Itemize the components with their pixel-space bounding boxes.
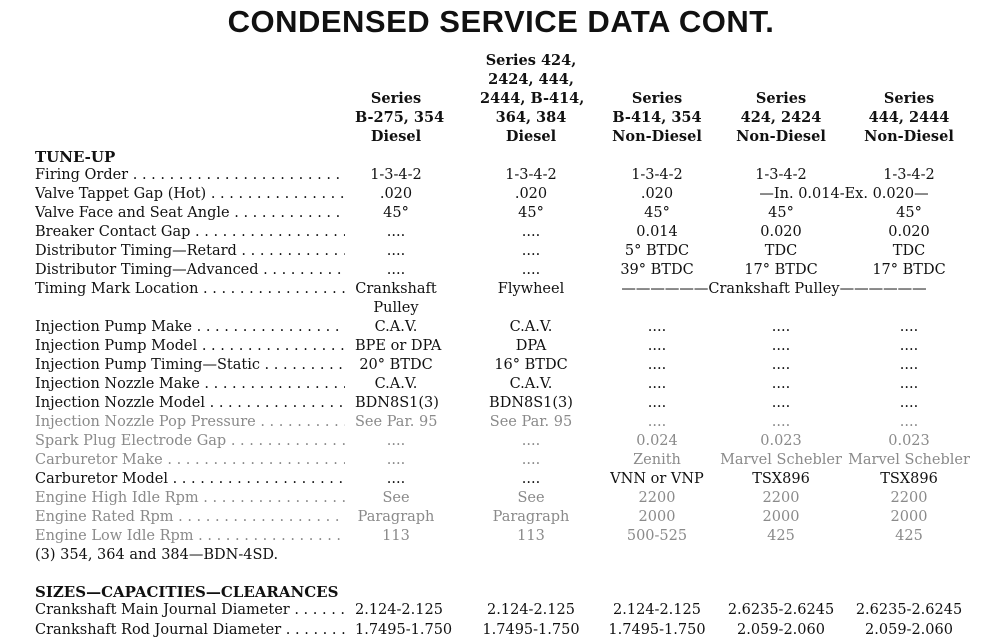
table-cell: .... <box>771 338 791 354</box>
table-row <box>0 243 1002 262</box>
table-cell: .... <box>771 357 791 373</box>
table-cell: TSX896 <box>880 471 938 487</box>
table-row <box>0 509 1002 528</box>
table-cell: .... <box>521 262 541 278</box>
table-cell: .... <box>521 433 541 449</box>
column-header-line: Series <box>370 90 422 107</box>
table-cell: 2.059-2.060 <box>865 622 953 638</box>
table-cell: 1.7495-1.750 <box>355 622 453 638</box>
table-cell: TDC <box>892 243 926 259</box>
table-cell: TSX896 <box>752 471 810 487</box>
table-cell: Marvel Schebler <box>720 452 842 468</box>
column-header-line: Series 424, <box>485 52 577 69</box>
table-cell: 45° <box>644 205 670 221</box>
table-cell: BDN8S1(3) <box>489 395 573 411</box>
row-label: Injection Nozzle Make . . . <box>35 376 345 392</box>
table-cell: 2200 <box>638 490 676 506</box>
table-row <box>0 452 1002 471</box>
table-cell: .... <box>386 433 406 449</box>
table-cell: 2200 <box>890 490 928 506</box>
table-row <box>0 338 1002 357</box>
table-cell: .... <box>386 471 406 487</box>
table-cell: 2200 <box>762 490 800 506</box>
table-cell: .... <box>647 395 667 411</box>
table-cell: 5° BTDC <box>624 243 690 259</box>
table-cell: 1-3-4-2 <box>505 167 557 183</box>
column-header-line: Series <box>631 90 683 107</box>
table-cell: .... <box>771 395 791 411</box>
table-cell-span: ——————Crankshaft Pulley—————— <box>621 281 927 297</box>
section-heading-tuneup: TUNE-UP <box>35 148 116 166</box>
table-row <box>0 528 1002 547</box>
table-cell: .... <box>521 452 541 468</box>
table-cell: .020 <box>514 186 548 202</box>
row-label: Injection Pump Timing—Static . . . <box>35 357 345 373</box>
table-cell: 45° <box>768 205 794 221</box>
table-cell: 0.020 <box>888 224 930 240</box>
table-cell: 45° <box>896 205 922 221</box>
row-label: Carburetor Model . . . <box>35 471 345 487</box>
row-label: Injection Pump Make . . . <box>35 319 345 335</box>
footnote: (3) 354, 364 and 384—BDN-4SD. <box>35 547 279 563</box>
table-cell: .... <box>899 414 919 430</box>
table-cell: .... <box>647 319 667 335</box>
table-row <box>0 376 1002 395</box>
table-cell: 45° <box>383 205 409 221</box>
table-cell: Paragraph <box>357 509 435 525</box>
table-cell: 2.124-2.125 <box>355 602 443 618</box>
column-header-3 <box>604 89 710 146</box>
column-header-line: Non-Diesel <box>612 128 702 145</box>
row-label: Carburetor Make . . . <box>35 452 345 468</box>
section-heading-sizes: SIZES—CAPACITIES—CLEARANCES <box>35 583 339 601</box>
column-header-line: 444, 2444 <box>868 109 950 126</box>
table-cell-span: —In. 0.014-Ex. 0.020— <box>759 186 929 202</box>
table-cell: See <box>382 490 410 506</box>
table-cell: .020 <box>640 186 674 202</box>
column-header-1 <box>355 89 445 146</box>
table-cell: 500-525 <box>626 528 688 544</box>
table-cell: 1-3-4-2 <box>370 167 422 183</box>
table-cell: .... <box>521 471 541 487</box>
table-cell: .... <box>521 243 541 259</box>
table-row <box>0 167 1002 186</box>
table-cell: 0.020 <box>760 224 802 240</box>
table-cell: 2.6235-2.6245 <box>855 602 963 618</box>
column-header-4 <box>716 89 846 146</box>
table-cell: 2000 <box>890 509 928 525</box>
table-row <box>0 224 1002 243</box>
table-cell: See Par. 95 <box>489 414 573 430</box>
table-cell: DPA <box>515 338 547 354</box>
column-header-line: 424, 2424 <box>740 109 822 126</box>
table-cell: 39° BTDC <box>620 262 694 278</box>
row-label: Valve Tappet Gap (Hot) . . . <box>35 186 345 202</box>
table-cell: 17° BTDC <box>872 262 946 278</box>
column-header-line: B-275, 354 <box>355 109 445 126</box>
row-label: Engine High Idle Rpm . . . <box>35 490 345 506</box>
column-header-line: Non-Diesel <box>864 128 954 145</box>
table-cell: TDC <box>764 243 798 259</box>
table-cell: 1.7495-1.750 <box>608 622 706 638</box>
table-row <box>0 622 1002 641</box>
table-cell: C.A.V. <box>509 319 553 335</box>
column-header-line: 364, 384 <box>495 109 567 126</box>
row-label: Breaker Contact Gap . . . <box>35 224 345 240</box>
table-row <box>0 471 1002 490</box>
row-label: Crankshaft Rod Journal Diameter . . . <box>35 622 345 638</box>
table-cell: 2.059-2.060 <box>737 622 825 638</box>
table-cell: BDN8S1(3) <box>355 395 439 411</box>
table-cell: .... <box>647 376 667 392</box>
table-cell: .... <box>771 414 791 430</box>
table-cell: .... <box>386 224 406 240</box>
row-label: Engine Low Idle Rpm . . . <box>35 528 345 544</box>
table-cell: Pulley <box>373 300 419 316</box>
table-cell: .... <box>647 338 667 354</box>
table-cell: 1-3-4-2 <box>755 167 807 183</box>
table-row <box>0 319 1002 338</box>
table-cell: 0.023 <box>760 433 802 449</box>
table-row <box>0 357 1002 376</box>
table-cell: See <box>517 490 545 506</box>
column-header-line: Series <box>883 90 935 107</box>
column-header-line: B-414, 354 <box>612 109 702 126</box>
table-row <box>0 262 1002 281</box>
table-cell: 2000 <box>638 509 676 525</box>
column-header-5 <box>846 89 972 146</box>
table-row <box>0 186 1002 205</box>
table-cell: .... <box>899 376 919 392</box>
column-header-line: Non-Diesel <box>736 128 826 145</box>
table-cell: 425 <box>895 528 923 544</box>
table-cell: 20° BTDC <box>359 357 433 373</box>
table-cell: .... <box>899 338 919 354</box>
table-cell: 0.023 <box>888 433 930 449</box>
table-row <box>0 300 1002 319</box>
table-cell: 16° BTDC <box>494 357 568 373</box>
table-cell: 1-3-4-2 <box>883 167 935 183</box>
table-cell: .020 <box>379 186 413 202</box>
table-cell: See Par. 95 <box>355 414 438 430</box>
table-cell: 2.124-2.125 <box>487 602 575 618</box>
table-cell: .... <box>521 224 541 240</box>
table-cell: 45° <box>518 205 544 221</box>
table-cell: .... <box>386 452 406 468</box>
table-cell: 1-3-4-2 <box>631 167 683 183</box>
table-cell: 113 <box>517 528 545 544</box>
table-cell: VNN or VNP <box>610 471 704 487</box>
table-cell: .... <box>647 414 667 430</box>
table-row <box>0 414 1002 433</box>
table-cell: Flywheel <box>497 281 565 297</box>
table-cell: .... <box>899 319 919 335</box>
table-row <box>0 433 1002 452</box>
table-cell: .... <box>771 319 791 335</box>
table-cell: 0.014 <box>636 224 678 240</box>
page-title: CONDENSED SERVICE DATA CONT. <box>227 4 775 39</box>
row-label: Spark Plug Electrode Gap . . . <box>35 433 345 449</box>
table-cell: 1.7495-1.750 <box>482 622 580 638</box>
table-row <box>0 281 1002 300</box>
row-label: Firing Order . . . <box>35 167 345 183</box>
table-cell: .... <box>386 262 406 278</box>
table-cell: Marvel Schebler <box>848 452 970 468</box>
table-row <box>0 205 1002 224</box>
column-header-line: 2424, 444, <box>488 71 574 88</box>
row-label: Injection Nozzle Pop Pressure . . . <box>35 414 345 430</box>
table-cell: C.A.V. <box>374 319 418 335</box>
table-row <box>0 490 1002 509</box>
column-header-2 <box>480 51 585 146</box>
table-cell: .... <box>899 395 919 411</box>
row-label: Timing Mark Location . . . <box>35 281 345 297</box>
table-cell: .... <box>771 376 791 392</box>
table-cell: .... <box>647 357 667 373</box>
row-label: Engine Rated Rpm . . . <box>35 509 345 525</box>
row-label: Distributor Timing—Advanced . . . <box>35 262 345 278</box>
row-label: Injection Nozzle Model . . . <box>35 395 345 411</box>
table-row <box>0 602 1002 621</box>
row-label: Valve Face and Seat Angle . . . <box>35 205 345 221</box>
column-header-line: Series <box>755 90 807 107</box>
column-header-line: Diesel <box>370 128 422 145</box>
table-cell: 113 <box>382 528 410 544</box>
table-cell: BPE or DPA <box>355 338 442 354</box>
table-cell: 425 <box>767 528 795 544</box>
column-header-line: Diesel <box>505 128 557 145</box>
table-cell: C.A.V. <box>509 376 553 392</box>
table-cell: 2.124-2.125 <box>613 602 701 618</box>
table-cell: Crankshaft <box>355 281 437 297</box>
row-label: Crankshaft Main Journal Diameter . . . <box>35 602 345 618</box>
table-cell: 17° BTDC <box>744 262 818 278</box>
table-cell: Zenith <box>633 452 681 468</box>
table-row <box>0 395 1002 414</box>
column-header-line: 2444, B-414, <box>480 90 585 107</box>
table-cell: Paragraph <box>492 509 570 525</box>
row-label: Distributor Timing—Retard . . . <box>35 243 345 259</box>
table-cell: 2000 <box>762 509 800 525</box>
table-cell: 0.024 <box>636 433 678 449</box>
table-cell: C.A.V. <box>374 376 418 392</box>
table-cell: .... <box>386 243 406 259</box>
row-label: Injection Pump Model . . . <box>35 338 345 354</box>
table-cell: 2.6235-2.6245 <box>727 602 835 618</box>
table-cell: .... <box>899 357 919 373</box>
